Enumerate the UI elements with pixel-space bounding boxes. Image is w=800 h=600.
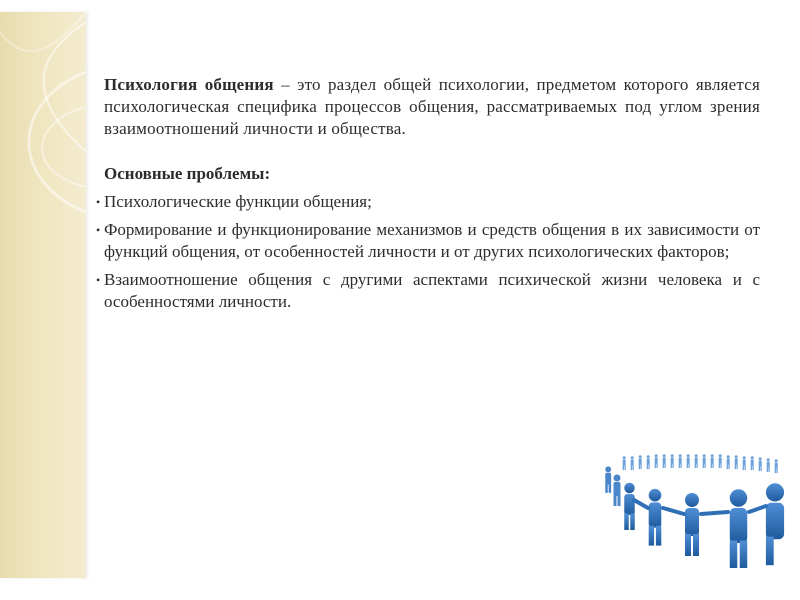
list-item [96,191,760,213]
list-item-text: Формирование и функционирование механизмов и средств общения в их зависимости от функций общения, от особенностей личности и от других психологических факторов; [104,220,760,261]
list-item-text: Взаимоотношение общения с другими аспектами психической жизни человека и с особенностями личности. [104,270,760,311]
list-item-text: Психологические функции общения; [104,192,372,211]
definition-paragraph [104,74,760,140]
bullet-icon: • [96,223,101,237]
swirl-decoration-icon [0,12,86,578]
bullet-icon: • [96,273,101,287]
definition-text: – это раздел общей психологии, предметом которого является психологическая специфика процессов общения, рассматриваемых под углом зрения взаимоотношений личности и общества. [104,75,760,138]
side-decoration-band [0,12,86,578]
main-content [96,74,760,319]
problems-heading: Основные проблемы: [104,164,271,183]
list-item [96,219,760,263]
list-item [96,269,760,313]
definition-term: Психология общения [104,75,274,94]
people-circle-icon [600,448,790,578]
problem-list [96,191,760,313]
bullet-icon: • [96,195,101,209]
